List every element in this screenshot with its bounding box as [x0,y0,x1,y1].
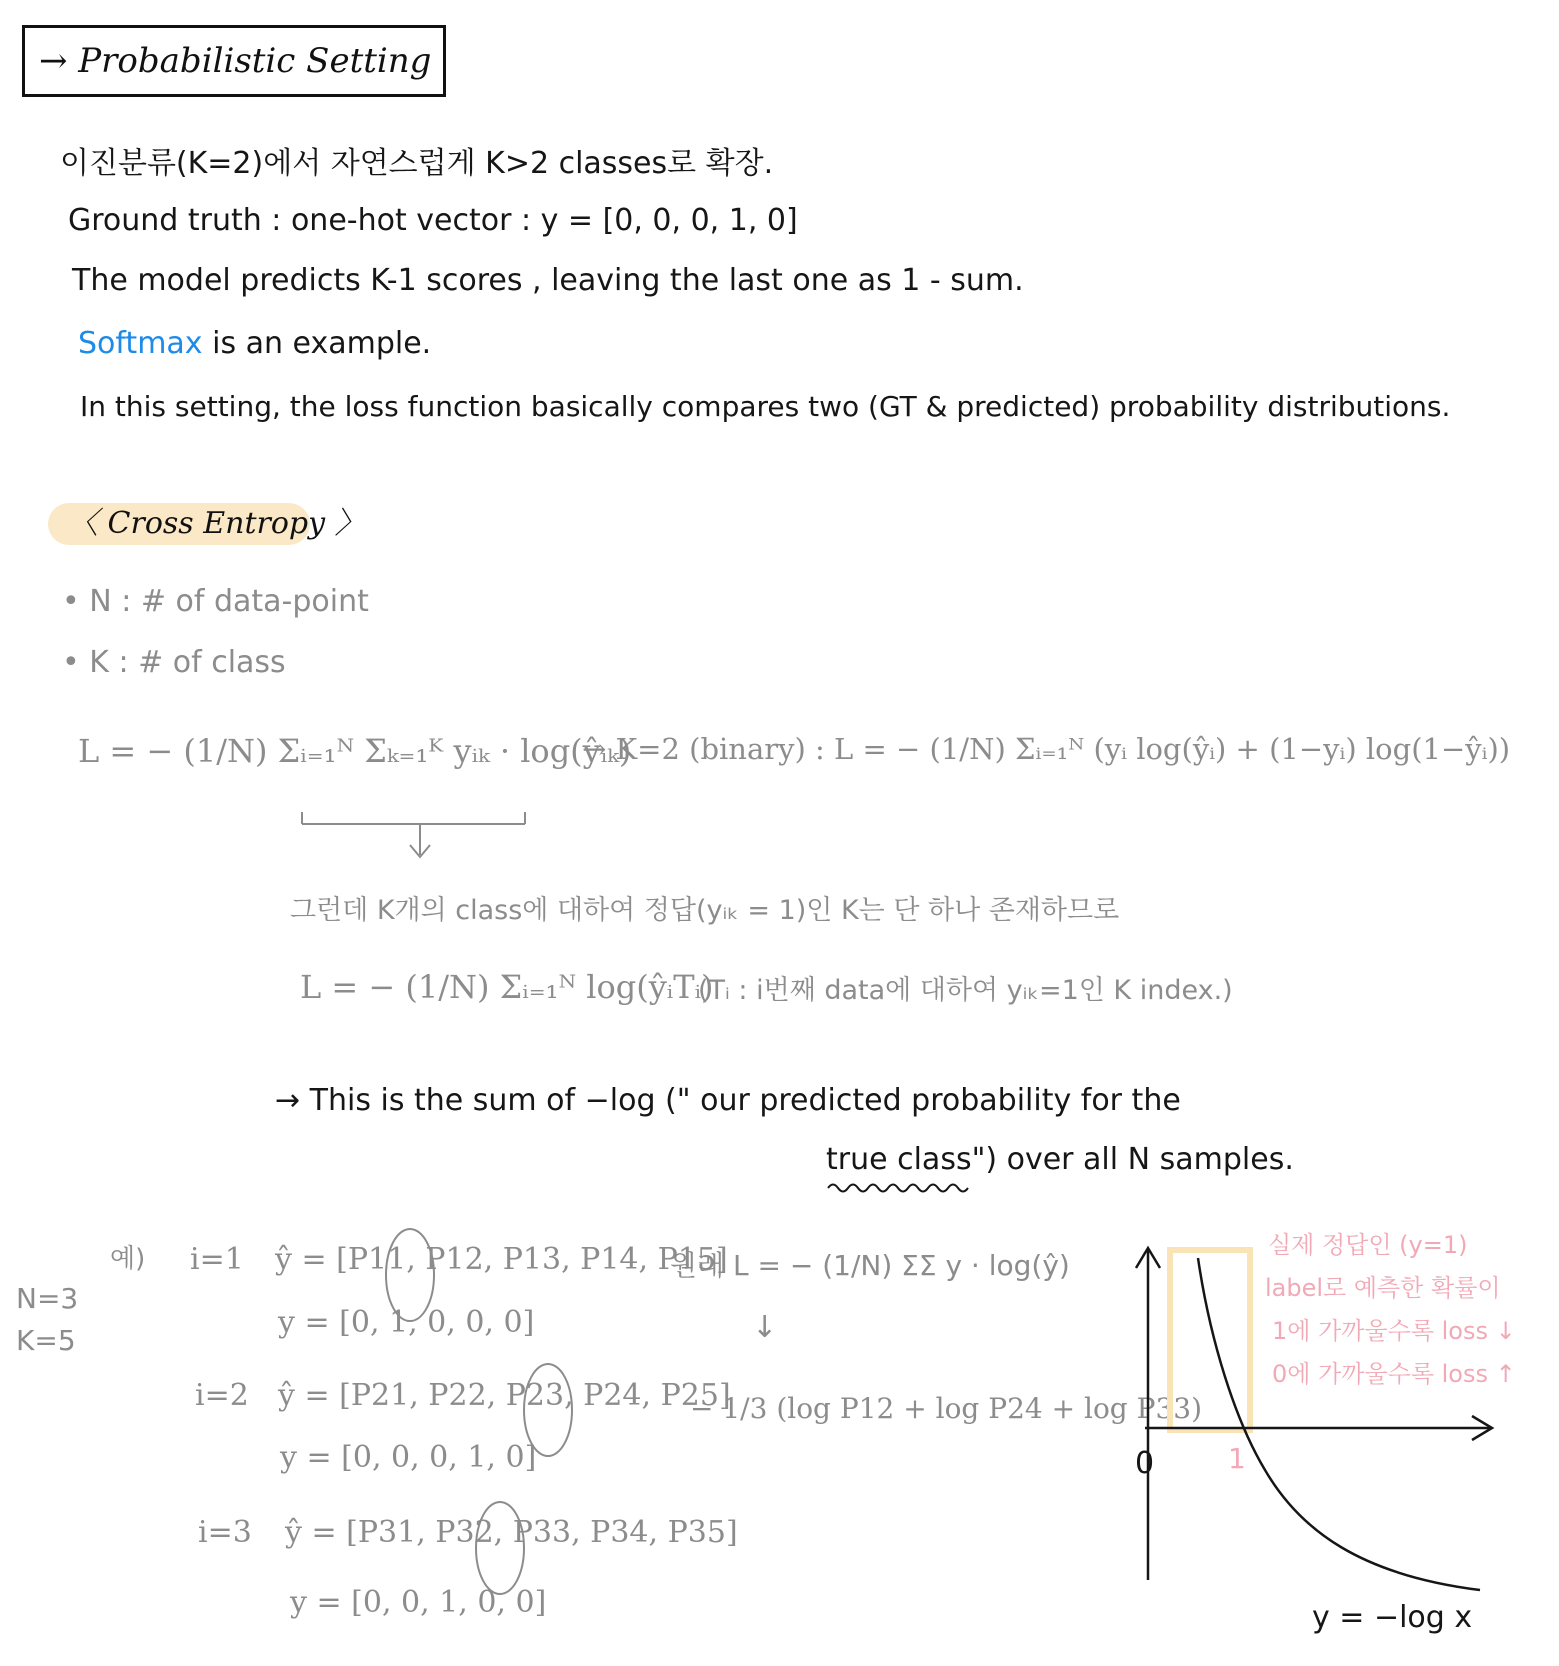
graph-origin: 0 [1135,1446,1155,1481]
intro-line-5: In this setting, the loss function basically compares two (GT & predicted) probability distributions. [80,390,1451,423]
bullet-k: • K : # of class [62,645,286,680]
graph-note-3: 1에 가까울수록 loss ↓ [1272,1317,1516,1345]
row3-y: y = [0, 0, 1, 0, 0] [290,1585,547,1620]
bullet-n: • N : # of data-point [62,584,369,619]
row3-i: i=3 [198,1515,252,1550]
row2-y: y = [0, 0, 0, 1, 0] [280,1440,537,1475]
intro-line-2: Ground truth : one-hot vector : y = [0, 0, 0, 1, 0] [68,203,798,238]
graph-one: 1 [1228,1442,1246,1475]
softmax-highlight: Softmax [78,326,203,361]
original-formula: 원래 L = − (1/N) ΣΣ y · log(ŷ) [670,1249,1070,1282]
graph-note-2: label로 예측한 확률이 [1265,1274,1501,1302]
bullet-k-text: K : # of class [89,645,286,680]
page-title: → Probabilistic Setting [22,25,446,97]
row2-yhat: ŷ = [P21, P22, P23, P24, P25] [278,1378,731,1413]
intro-line-3: The model predicts K-1 scores , leaving the last one as 1 - sum. [72,263,1024,298]
intro-line-1: 이진분류(K=2)에서 자연스럽게 K>2 classes로 확장. [60,146,774,181]
row2-i: i=2 [195,1378,249,1413]
curve-label: y = −log x [1312,1600,1473,1635]
bullet-n-text: N : # of data-point [89,584,369,619]
result-formula: − 1/3 (log P12 + log P24 + log P33) [690,1392,1203,1425]
formula-reduced-note: (Tᵢ : i번째 data에 대하여 yᵢₖ=1인 K index.) [698,975,1233,1006]
formula-binary: → K=2 (binary) : L = − (1/N) Σᵢ₌₁ᴺ (yᵢ log(ŷᵢ) + (1−yᵢ) log(1−ŷᵢ)) [582,732,1511,766]
row1-yhat: ŷ = [P11, P12, P13, P14, P15] [275,1242,728,1277]
row1-y: y = [0, 1, 0, 0, 0] [278,1305,535,1340]
down-arrow: ↓ [752,1310,778,1345]
param-k: K=5 [16,1324,76,1357]
formula-main: L = − (1/N) Σᵢ₌₁ᴺ Σₖ₌₁ᴷ yᵢₖ · log(ŷᵢₖ) [78,732,632,770]
graph-note-1: 실제 정답인 (y=1) [1268,1231,1468,1259]
param-n: N=3 [16,1282,79,1315]
example-label: 예) [110,1244,146,1274]
formula-reduced: L = − (1/N) Σᵢ₌₁ᴺ log(ŷᵢTᵢ) [300,968,714,1006]
row1-i: i=1 [190,1242,244,1277]
graph-note-4: 0에 가까울수록 loss ↑ [1272,1360,1516,1388]
intro-line-4-rest: is an example. [212,326,432,361]
note-korean: 그런데 K개의 class에 대하여 정답(yᵢₖ = 1)인 K는 단 하나 존재하므로 [290,895,1120,926]
summary-line-1: → This is the sum of −log (" our predicted probability for the [275,1083,1181,1118]
section-header: 〈 Cross Entropy 〉 [68,506,365,541]
curve-neg-log [1198,1258,1480,1590]
row3-yhat: ŷ = [P31, P32, P33, P34, P35] [285,1515,738,1550]
summary-line-2: true class") over all N samples. [826,1142,1294,1177]
